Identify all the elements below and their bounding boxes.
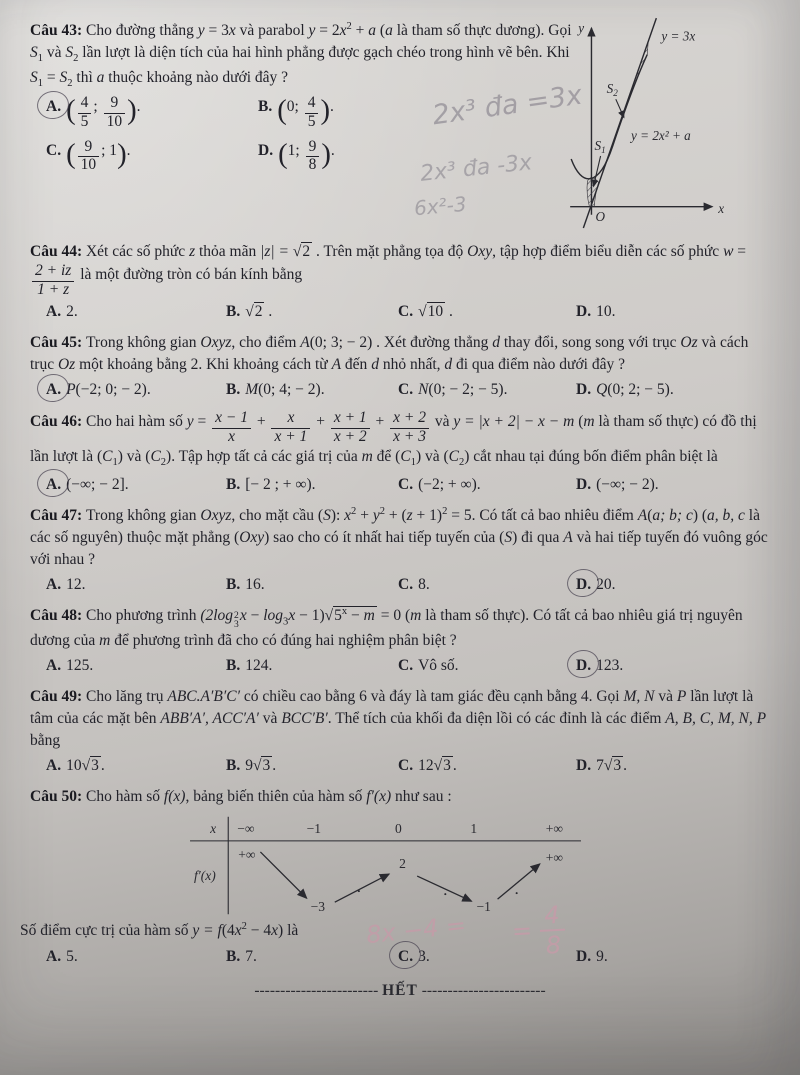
option-letter: A. bbox=[46, 947, 62, 965]
option-C bbox=[46, 139, 258, 174]
option-value: 16. bbox=[245, 576, 265, 594]
end-of-test-line bbox=[30, 982, 770, 1000]
option-C bbox=[398, 379, 576, 401]
option-value: N(0; − 2; − 5). bbox=[418, 381, 508, 399]
option-letter: C. bbox=[398, 381, 414, 399]
bbt-tick-minf: −∞ bbox=[237, 821, 255, 837]
handwriting-note-q43-line3: 6x²-3 bbox=[413, 191, 468, 221]
parabola-label: y = 2x² + a bbox=[631, 127, 691, 143]
option-value: √10 . bbox=[418, 303, 453, 321]
option-D bbox=[576, 474, 770, 496]
option-D bbox=[576, 574, 770, 596]
option-A bbox=[46, 946, 226, 968]
option-letter: A. bbox=[46, 576, 62, 594]
option-letter: C. bbox=[398, 476, 414, 493]
option-value: 9. bbox=[596, 947, 608, 965]
option-letter: A. bbox=[46, 303, 62, 321]
option-value: 10√3 . bbox=[66, 757, 105, 775]
question-48 bbox=[30, 605, 770, 677]
question-47-text: Câu 47: Trong không gian Oxyz, cho mặt cầu (S): $x^2 + y^2 + (z + 1)^2 = 5$. Có tất cả bao nhiêu điểm A(a; b; c) (a, b, c là các số nguyên) thuộc mặt phẳng (Oxy) sao cho có ít nhất hai tiếp tuyến của (S) đi qua A và hai tiếp tuyến đó vuông góc với nhau ? bbox=[30, 506, 768, 569]
option-value: 12√3 . bbox=[418, 757, 457, 775]
option-letter: D. bbox=[576, 303, 592, 321]
option-letter: C. bbox=[398, 576, 414, 594]
option-letter-circled: D. bbox=[576, 574, 591, 596]
line-label: y = 3x bbox=[661, 28, 696, 44]
option-B bbox=[226, 474, 398, 496]
option-D bbox=[576, 301, 770, 323]
footer-het-label: HẾT bbox=[382, 981, 418, 999]
option-B bbox=[226, 574, 398, 596]
question-49-options bbox=[46, 755, 770, 777]
question-50-text: Câu 50: Cho hàm số f(x), bảng biến thiên của hàm số f′(x) như sau : bbox=[30, 788, 452, 806]
option-B bbox=[258, 95, 488, 130]
option-value: (1; $\frac{9}{8}$ ). bbox=[278, 137, 335, 174]
option-value: (−∞; − 2]. bbox=[66, 476, 129, 493]
question-43-text: Câu 43: Cho đường thẳng y = 3x và parabol $y = 2x^2 + a$ (a là tham số thực dương). Gọi $S_1$ và $S_2$ lần lượt là diện tích của hai hình phẳng được gạch chéo trong hình vẽ bên. Khi $S_1 = S_2$ thì a thuộc khoảng nào dưới đây ? bbox=[30, 21, 572, 90]
option-A bbox=[46, 95, 258, 130]
question-44-options bbox=[46, 301, 770, 323]
option-letter-circled: D. bbox=[576, 655, 591, 677]
option-value: [− 2 ; + ∞). bbox=[245, 476, 316, 493]
option-value: M(0; 4; − 2). bbox=[245, 381, 325, 399]
option-D bbox=[576, 946, 770, 968]
option-letter: B. bbox=[226, 657, 241, 675]
bbt-dots bbox=[358, 891, 518, 896]
question-46 bbox=[30, 410, 770, 496]
svg-text:S1: $S_1$ bbox=[594, 137, 606, 155]
option-value: (0; $\frac{4}{5}$ ). bbox=[277, 94, 334, 131]
option-D bbox=[576, 379, 770, 401]
question-46-text: Câu 46: Cho hai hàm số y = $\frac{x - 1}{x}$ + $\frac{x}{x + 1}$ + $\frac{x + 1}{x + 2}$ + $\frac{x + 2}{x + 3}$ và y = |x + 2| − x − m (m là tham số thực) có đồ thị lần lượt là $(C_1)$ và $(C_2)$. Tập hợp tất cả các giá trị của m để $(C_1)$ và $(C_2)$ cắt nhau tại đúng bốn điểm phân biệt là bbox=[30, 409, 757, 469]
option-value: P(−2; 0; − 2). bbox=[66, 381, 151, 399]
origin-label: O bbox=[595, 208, 606, 224]
question-45-options bbox=[46, 379, 770, 401]
option-C bbox=[398, 474, 576, 496]
question-45 bbox=[30, 332, 770, 401]
option-A bbox=[46, 379, 226, 401]
option-C bbox=[398, 574, 576, 596]
option-value: 10. bbox=[596, 303, 616, 321]
q43-figure bbox=[558, 12, 776, 230]
question-45-text: Câu 45: Trong không gian Oxyz, cho điểm A(0; 3; − 2) . Xét đường thẳng d thay đổi, song song với trục Oz và cách trục Oz một khoảng bằng 2. Khi khoảng cách từ A đến d nhỏ nhất, d đi qua điểm nào dưới đây ? bbox=[30, 334, 749, 374]
question-50-options bbox=[46, 946, 770, 968]
bbt-value-max: 2 bbox=[399, 856, 406, 872]
handwriting-note-q43-line2: 2x³ đa -3x bbox=[419, 150, 534, 187]
y-axis-label: y bbox=[578, 20, 585, 36]
question-48-text: Câu 48: Cho phương trình (2log 2 3 $x - \log_3x - 1)√5^x - m = 0$ (m là tham số thực). Có tất cả bao nhiêu giá trị nguyên dương của m để phương trình đã cho có đúng hai nghiệm phân biệt ? bbox=[30, 606, 743, 650]
question-44-text: Câu 44: Xét các số phức z thỏa mãn |z| = √2 . Trên mặt phẳng tọa độ Oxy, tập hợp điểm biểu diễn các số phức w = $\frac{2 + iz}{1 + z}$ là một đường tròn có bán kính bằng bbox=[30, 243, 747, 298]
option-value: 12. bbox=[66, 576, 86, 594]
option-value: 125. bbox=[66, 657, 94, 675]
footer-dashes-left: ------------------------ bbox=[254, 981, 379, 999]
option-letter: B. bbox=[258, 98, 273, 116]
question-50-text-2: Số điểm cực trị của hàm số $y = f(4x^2 - 4x)$ là bbox=[20, 921, 299, 940]
option-letter: B. bbox=[226, 476, 241, 493]
option-D bbox=[258, 139, 488, 174]
option-C bbox=[398, 755, 576, 777]
option-A bbox=[46, 755, 226, 777]
option-value: Q(0; 2; − 5). bbox=[596, 381, 674, 399]
option-letter: B. bbox=[226, 381, 241, 399]
bbt-value-min1: −3 bbox=[310, 899, 326, 915]
handwriting-note-q43-line1: 2x³ đa =3x bbox=[430, 79, 585, 132]
option-letter: D. bbox=[576, 947, 592, 965]
bbt-value-min2: −1 bbox=[476, 899, 491, 915]
option-B bbox=[226, 379, 398, 401]
option-letter: B. bbox=[226, 757, 241, 775]
handwriting-note-q50: 8x −4 = bbox=[364, 910, 468, 950]
handwriting-equals: = bbox=[511, 916, 533, 946]
option-letter-circled: A. bbox=[46, 474, 61, 496]
option-value: 3. bbox=[418, 947, 430, 965]
option-value: 7√3 . bbox=[596, 757, 627, 775]
option-C bbox=[398, 301, 576, 323]
question-43 bbox=[30, 20, 770, 232]
option-letter: A. bbox=[46, 657, 62, 675]
option-letter: D. bbox=[258, 141, 274, 159]
option-letter: C. bbox=[398, 303, 414, 321]
s2-label bbox=[607, 81, 624, 117]
option-D bbox=[576, 655, 770, 677]
option-value: 7. bbox=[245, 947, 257, 965]
x-axis-label: x bbox=[718, 200, 725, 216]
bbt-value-right: +∞ bbox=[545, 850, 564, 866]
bbt-tick-1: 1 bbox=[470, 821, 478, 837]
option-A bbox=[46, 301, 226, 323]
option-letter: C. bbox=[398, 757, 414, 775]
option-letter-circled: A. bbox=[46, 379, 61, 401]
bbt-x-label: x bbox=[210, 821, 217, 837]
option-value: 124. bbox=[245, 657, 273, 675]
option-A bbox=[46, 474, 226, 496]
option-B bbox=[226, 655, 398, 677]
bbt-tick-pinf: +∞ bbox=[545, 821, 564, 837]
option-value: ( $\frac{4}{5}$ ; $\frac{9}{10}$ ). bbox=[66, 94, 141, 131]
option-B bbox=[226, 946, 398, 968]
parabola-curve bbox=[571, 55, 647, 179]
question-49 bbox=[30, 686, 770, 777]
option-value: 9√3 . bbox=[245, 757, 277, 775]
option-value: √2 . bbox=[245, 303, 273, 321]
question-43-options bbox=[46, 95, 496, 174]
option-value: 2. bbox=[66, 303, 78, 321]
option-value: 20. bbox=[596, 576, 616, 594]
option-B bbox=[226, 755, 398, 777]
question-47-options bbox=[46, 574, 770, 596]
option-B bbox=[226, 301, 398, 323]
option-letter-circled: C. bbox=[398, 946, 413, 968]
option-value: (−2; + ∞). bbox=[418, 476, 481, 493]
svg-text:S2: $S_2$ bbox=[606, 81, 618, 99]
option-letter: A. bbox=[46, 757, 62, 775]
option-value: 123. bbox=[596, 657, 624, 675]
question-44 bbox=[30, 241, 770, 323]
option-letter: C. bbox=[398, 657, 414, 675]
option-letter: B. bbox=[226, 947, 241, 965]
option-value: Vô số. bbox=[418, 657, 459, 675]
handwriting-denominator: 8 bbox=[545, 930, 562, 960]
option-D bbox=[576, 755, 770, 777]
option-letter: D. bbox=[576, 476, 592, 493]
bbt-tick-m1: −1 bbox=[306, 821, 322, 837]
question-46-options bbox=[46, 474, 770, 496]
option-A bbox=[46, 574, 226, 596]
option-value: ( $\frac{9}{10}$ ; 1). bbox=[66, 137, 131, 174]
option-letter: C. bbox=[46, 141, 62, 159]
question-47 bbox=[30, 505, 770, 596]
question-48-options bbox=[46, 655, 770, 677]
s1-label bbox=[593, 138, 605, 187]
option-letter: D. bbox=[576, 757, 592, 775]
q50-variation-table bbox=[182, 813, 584, 917]
option-letter: D. bbox=[576, 381, 592, 399]
question-50 bbox=[20, 786, 770, 967]
option-value: (−∞; − 2). bbox=[596, 476, 659, 493]
option-value: 5. bbox=[66, 947, 78, 965]
handwriting-numerator: 4 bbox=[539, 901, 566, 932]
bbt-tick-0: 0 bbox=[395, 821, 402, 837]
footer-dashes-right: ------------------------ bbox=[421, 981, 546, 999]
bbt-value-left: +∞ bbox=[238, 847, 256, 863]
option-letter: B. bbox=[226, 303, 241, 321]
option-letter-circled: A. bbox=[46, 96, 61, 118]
option-value: 8. bbox=[418, 576, 430, 594]
option-C bbox=[398, 655, 576, 677]
bbt-f-label: f′(x) bbox=[194, 868, 216, 884]
option-letter: B. bbox=[226, 576, 241, 594]
option-A bbox=[46, 655, 226, 677]
option-C bbox=[398, 946, 576, 968]
question-49-text: Câu 49: Cho lăng trụ ABC.A′B′C′ có chiều cao bằng 6 và đáy là tam giác đều cạnh bằng 4. Gọi M, N và P lần lượt là tâm của các mặt bên ABB′A′, ACC′A′ và BCC′B′. Thể tích của khối đa diện lồi có các đỉnh là các điểm A, B, C, M, N, P bằng bbox=[30, 688, 767, 750]
